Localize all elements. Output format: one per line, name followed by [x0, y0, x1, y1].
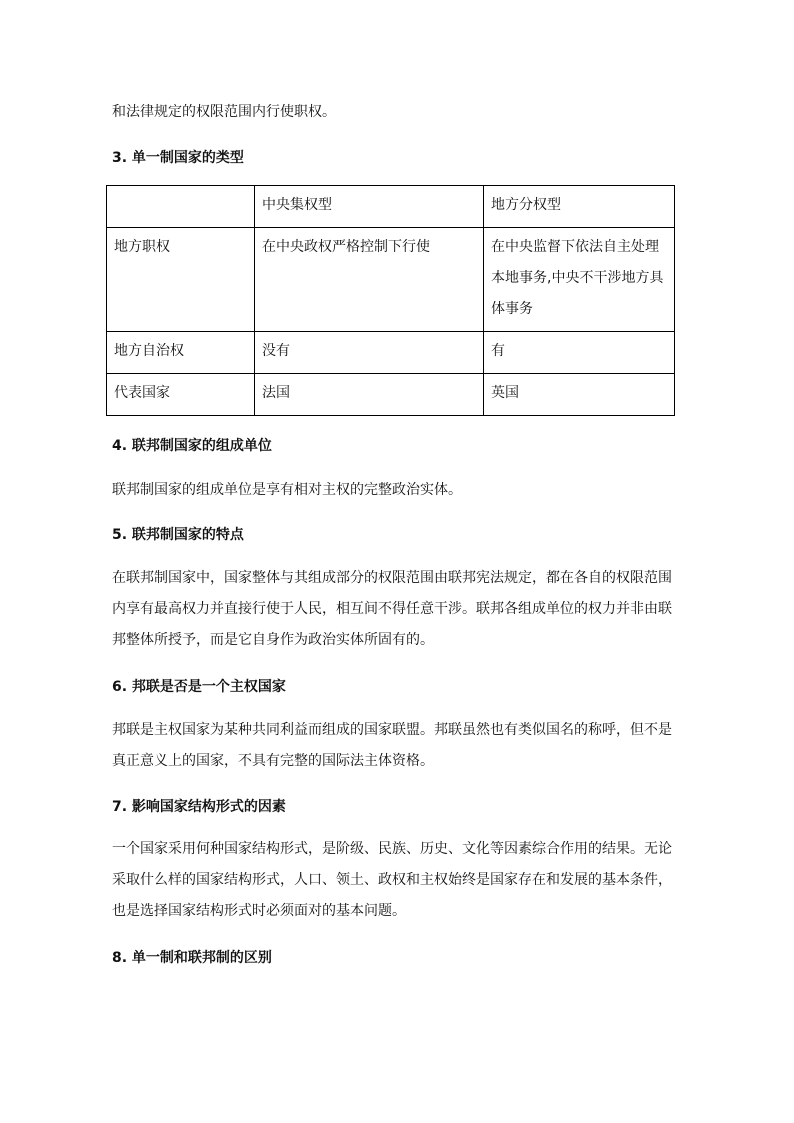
table-row [107, 228, 675, 332]
section-4-body: 联邦制国家的组成单位是享有相对主权的完整政治实体。 [112, 482, 462, 498]
section-7-heading: 7. 影响国家结构形式的因素 [112, 799, 286, 815]
table-cell: 没有 [255, 332, 484, 374]
table-cell [107, 186, 255, 228]
section-4-heading: 4. 联邦制国家的组成单位 [112, 438, 272, 454]
table-cell: 法国 [255, 374, 484, 416]
table-cell: 地方职权 [107, 228, 255, 332]
section-5-heading: 5. 联邦制国家的特点 [112, 527, 244, 543]
section-5-body: 在联邦制国家中，国家整体与其组成部分的权限范围由联邦宪法规定，都在各自的权限范围内享有最高权力并直接行使于人民，相互间不得任意干涉。联邦各组成单位的权力并非由联邦整体所授予，而是它自身作为政治实体所固有的。 [112, 570, 672, 648]
table-cell: 地方自治权 [107, 332, 255, 374]
section-3-heading: 3. 单一制国家的类型 [112, 150, 244, 166]
table-row [107, 332, 675, 374]
intro-paragraph: 和法律规定的权限范围内行使职权。 [112, 104, 336, 120]
table-header-cell: 地方分权型 [484, 186, 675, 228]
section-7-body: 一个国家采用何种国家结构形式，是阶级、民族、历史、文化等因素综合作用的结果。无论采取什么样的国家结构形式，人口、领土、政权和主权始终是国家存在和发展的基本条件，也是选择国家结构形式时必须面对的基本问题。 [112, 841, 672, 919]
table-cell: 英国 [484, 374, 675, 416]
table-row [107, 186, 675, 228]
table-cell: 有 [484, 332, 675, 374]
table-cell: 在中央政权严格控制下行使 [255, 228, 484, 332]
section-6-body: 邦联是主权国家为某种共同利益而组成的国家联盟。邦联虽然也有类似国名的称呼，但不是真正意义上的国家，不具有完整的国际法主体资格。 [112, 722, 672, 769]
table-cell: 代表国家 [107, 374, 255, 416]
section-8-heading: 8. 单一制和联邦制的区别 [112, 950, 272, 966]
table-row [107, 374, 675, 416]
state-type-table [106, 185, 675, 416]
table-cell: 在中央监督下依法自主处理本地事务,中央不干涉地方具体事务 [484, 228, 675, 332]
section-6-heading: 6. 邦联是否是一个主权国家 [112, 679, 286, 695]
table-header-cell: 中央集权型 [255, 186, 484, 228]
